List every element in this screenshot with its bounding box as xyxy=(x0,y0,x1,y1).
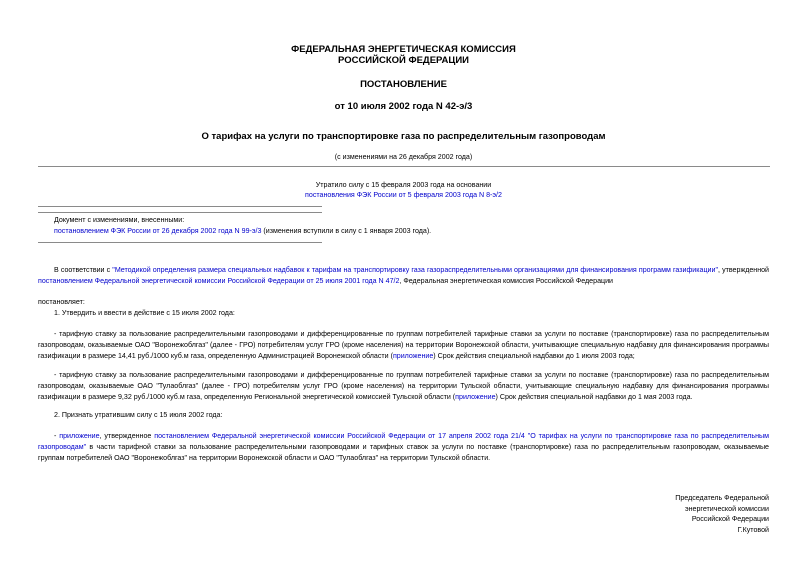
item-2-a-paragraph xyxy=(38,431,769,463)
preamble-text-1: В соответствии с xyxy=(54,266,113,274)
appendix-link-cancelled[interactable]: приложение xyxy=(59,432,100,440)
changes-label: Документ с изменениями, внесенными: xyxy=(54,216,185,224)
methodology-link[interactable]: "Методикой определения размера специальных надбавок к тарифам на транспортировку газа газораспределительными организациями для финансирования программ газификации" xyxy=(112,266,718,274)
changes-list xyxy=(54,226,754,237)
fek-resolution-47-link[interactable]: постановлением Федеральной энергетической комиссии Российской Федерации от 25 июля 2001 года N 47/2 xyxy=(38,276,400,285)
item-2-a-dash: - xyxy=(54,432,60,440)
item-1-a-text-2: ) Срок действия специальной надбавки до 1 июля 2003 года; xyxy=(433,351,635,360)
org-name-line2: РОССИЙСКОЙ ФЕДЕРАЦИИ xyxy=(337,55,469,66)
preamble-text-3: , Федеральная энергетическая комиссия Российской Федерации xyxy=(399,276,614,285)
appendix-link-tula[interactable]: приложение xyxy=(455,392,496,401)
amendments-note: (с изменениями на 26 декабря 2002 года) xyxy=(334,153,473,161)
signature-block xyxy=(675,493,769,535)
preamble-text-2: , утвержденной xyxy=(717,266,770,274)
expired-note: Утратило силу с 15 февраля 2003 года на основании xyxy=(315,181,492,189)
signature-name: Г.Кутовой xyxy=(737,525,769,534)
divider-changes-top-2 xyxy=(38,212,322,213)
expired-link-row xyxy=(0,190,807,201)
item-1-a-text-1: - тарифную ставку за пользование распределительными газопроводами и дифференцированные по группам потребителей тарифные ставки за услуги по поставке (транспортировке) газа по распределительным газопроводам, оказываемые ОАО "Воронежоблгаз" (далее - ГРО) потребителям услуг ГРО (кроме населения) на территории Воронежской области, учитывающие специальную надбавку для финансирования программы газификации в размере 14,41 руб./1000 куб.м газа, определенную Администрацией Воронежской области ( xyxy=(38,330,769,360)
appendix-link-voronezh[interactable]: приложение xyxy=(392,351,434,360)
signature-line-1: Председатель Федеральной xyxy=(675,494,769,502)
item-2-a-text-1: , утвержденное xyxy=(99,432,155,440)
item-1-b-text-2: ) Срок действия специальной надбавки до 1 мая 2003 года. xyxy=(495,392,693,401)
item-1-b-paragraph xyxy=(38,370,769,402)
changes-link[interactable]: постановлением ФЭК России от 26 декабря 2002 года N 99-э/3 xyxy=(54,227,262,235)
item-1: 1. Утвердить и ввести в действие с 15 июля 2002 года: xyxy=(54,309,235,317)
changes-tail: (изменения вступили в силу с 1 января 2003 года). xyxy=(261,227,432,235)
doc-title: О тарифах на услуги по транспортировке газа по распределительным газопроводам xyxy=(201,131,606,142)
divider-changes-bottom xyxy=(38,242,322,243)
signature-line-2: энергетической комиссии xyxy=(684,504,769,513)
decides-text: постановляет: xyxy=(38,298,85,306)
divider-changes-top xyxy=(38,206,322,207)
doc-date: от 10 июля 2002 года N 42-э/3 xyxy=(334,101,473,112)
divider-top xyxy=(38,166,770,167)
item-1-b-text-1: - тарифную ставку за пользование распределительными газопроводами и дифференцированные по группам потребителей тарифные ставки за услуги по поставке (транспортировке) газа по распределительным газопроводам, оказываемые ОАО "Тулаоблгаз" (далее - ГРО) потребителям услуг ГРО (кроме населения) на территории Тульской области, учитывающие специальную надбавку для финансирования программы газификации в размере 9,32 руб./1000 куб.м газа, определенную Региональной энергетической комиссией Тульской области ( xyxy=(38,371,769,401)
item-1-a-paragraph xyxy=(38,329,769,361)
fek-resolution-21-4-link[interactable]: постановлением Федеральной энергетической комиссии Российской Федерации от 17 апреля 2002 года 21/4 xyxy=(154,432,525,440)
item-2: 2. Признать утратившим силу с 15 июля 2002 года: xyxy=(54,411,223,419)
preamble-paragraph xyxy=(38,265,769,287)
tariffs-resolution-title-link[interactable]: "О тарифах на услуги по транспортировке газа по распределительным газопроводам" xyxy=(38,432,769,451)
doc-type: ПОСТАНОВЛЕНИЕ xyxy=(360,79,447,90)
expired-basis-link[interactable]: постановления ФЭК России от 5 февраля 2003 года N 8-э/2 xyxy=(305,191,502,199)
item-2-a-text-3: в части тарифной ставки за пользование распределительными газопроводами и тарифных ставок за услуги по поставке (транспортировке) газа по распределительным газопроводам, оказываемые группам потребителей ОАО "Воронежоблгаз" на территории Воронежской области и ОАО "Тулаоблгаз" на территории Тульской области. xyxy=(38,442,769,462)
signature-line-3: Российской Федерации xyxy=(691,515,769,523)
org-name-line1: ФЕДЕРАЛЬНАЯ ЭНЕРГЕТИЧЕСКАЯ КОМИССИЯ xyxy=(291,44,516,55)
